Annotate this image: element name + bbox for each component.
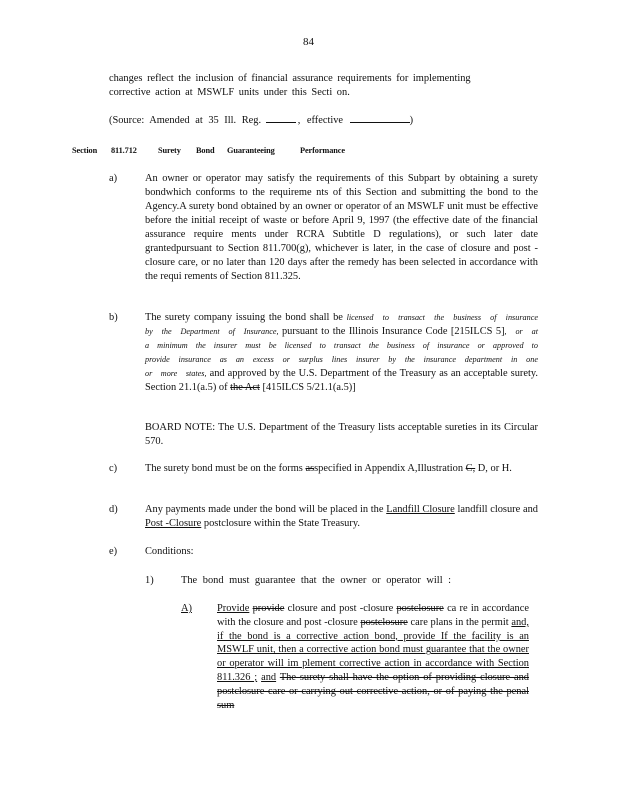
item-A-label: A) <box>181 603 192 614</box>
source-blank-2 <box>350 122 410 123</box>
source-suffix: ) <box>409 115 414 126</box>
page-number: 84 <box>303 36 314 48</box>
item-c-t5: D, or H. <box>477 463 512 474</box>
item-c-t3: specified in Appendix A,Illustration <box>314 463 464 474</box>
item-b-text <box>145 311 538 395</box>
item-e1-label: 1) <box>145 575 154 586</box>
item-c-t1: The surety bond must be on the forms <box>145 463 303 474</box>
item-c-label: c) <box>109 463 118 474</box>
intro-line-1: changes reflect the inclusion of financial assurance requirements for implementing <box>109 73 471 84</box>
item-b-t4: , or at a minimum the insurer must be licensed to transact the business of insurance or approved to provide insurance as an excess or surplus lines insurer by the insurance department in one or more states, <box>145 327 538 378</box>
section-title-1: Surety <box>158 146 181 155</box>
item-A-p8: and, if the bond is a corrective action bond, provide If the facility is an MSWLF unit, then a corrective action bond must guarantee that the owner or operator will im plement corrective action in accordance with Section 811.326 ; <box>217 616 529 683</box>
section-number: 811.712 <box>111 146 137 155</box>
intro-line-2: corrective action at MSWLF units under this Secti on. <box>109 87 350 98</box>
item-A-p1: Provide <box>217 603 250 614</box>
section-heading <box>72 144 472 158</box>
item-a-text: An owner or operator may satisfy the requirements of this Subpart by obtaining a surety bondwhich conforms to the requireme nts of this Section and submitting the bond to the Agency.A surety bond obtained by an owner or operator of an MSWLF unit must be effective before the initial receipt of waste or before April 9, 1997 (the effective date of the financial assurance require ments under RCRA Subtitle D regulations), or such later date grantedpursuant to Section 811.700(g), whichever is later, in the case of closure and post -closure care, or no later than 120 days after the remedy has been selected in accordance with the requi rements of Section 811.325. <box>145 173 538 282</box>
item-c-t2: as <box>305 463 315 474</box>
item-d-text <box>145 503 538 531</box>
item-A-p4: postclosure <box>396 603 444 614</box>
item-b-t2: licensed to transact the business of insurance by the Department of Insurance, <box>145 313 538 336</box>
item-b-t1: The surety company issuing the bond shall be <box>145 312 343 323</box>
item-d-t3: landfill closure and <box>457 504 538 515</box>
item-c-text <box>145 462 538 476</box>
item-A-p7: care plans in the permit <box>410 616 509 628</box>
item-A-p6: postclosure <box>360 616 408 628</box>
source-blank-1 <box>266 122 296 123</box>
source-mid: , effective <box>297 115 344 126</box>
item-A-text <box>217 602 529 712</box>
item-e-label: e) <box>109 546 118 557</box>
item-a-label: a) <box>109 173 118 184</box>
item-e1-text: The bond must guarantee that the owner or operator will : <box>181 575 452 586</box>
item-e-text: Conditions: <box>145 546 194 557</box>
item-A-p10: The surety shall have the option of providing closure and postclosure care or carrying out corrective action, or of paying the penal sum <box>217 671 529 711</box>
item-b-t5: and approved by the U.S. Department of the Treasury as an acceptable surety. Section 21.1(a.5) of <box>145 368 539 393</box>
source-prefix: (Source: Amended at 35 Ill. Reg. <box>109 115 262 126</box>
item-A-p9: and <box>261 671 277 683</box>
section-title-2: Bond <box>196 146 215 155</box>
section-title-3: Guaranteeing <box>227 146 275 155</box>
section-title-4: Performance <box>300 146 345 155</box>
item-d-t2: Landfill Closure <box>386 504 455 515</box>
item-b-t7: [415ILCS 5/21.1(a.5)] <box>262 382 356 393</box>
item-d-label: d) <box>109 504 118 515</box>
item-b-t6: the Act <box>230 382 260 393</box>
item-A-p5: ca re in accordance with the closure and post -closure <box>217 603 529 628</box>
item-b-t3: pursuant to the Illinois Insurance Code [215ILCS 5] <box>281 326 505 337</box>
item-d-t5: postclosure within the State Treasury. <box>203 518 360 529</box>
item-A-p2: provide <box>252 603 285 614</box>
item-c-t4: C, <box>465 463 476 474</box>
item-A-p3: closure and post -closure <box>287 603 394 614</box>
item-d-t4: Post -Closure <box>145 518 202 529</box>
item-b-label: b) <box>109 312 118 323</box>
section-word: Section <box>72 146 98 155</box>
board-note: BOARD NOTE: The U.S. Department of the Treasury lists acceptable sureties in its Circular 570. <box>145 422 538 447</box>
source-line <box>109 114 413 128</box>
item-d-t1: Any payments made under the bond will be placed in the <box>145 504 384 515</box>
